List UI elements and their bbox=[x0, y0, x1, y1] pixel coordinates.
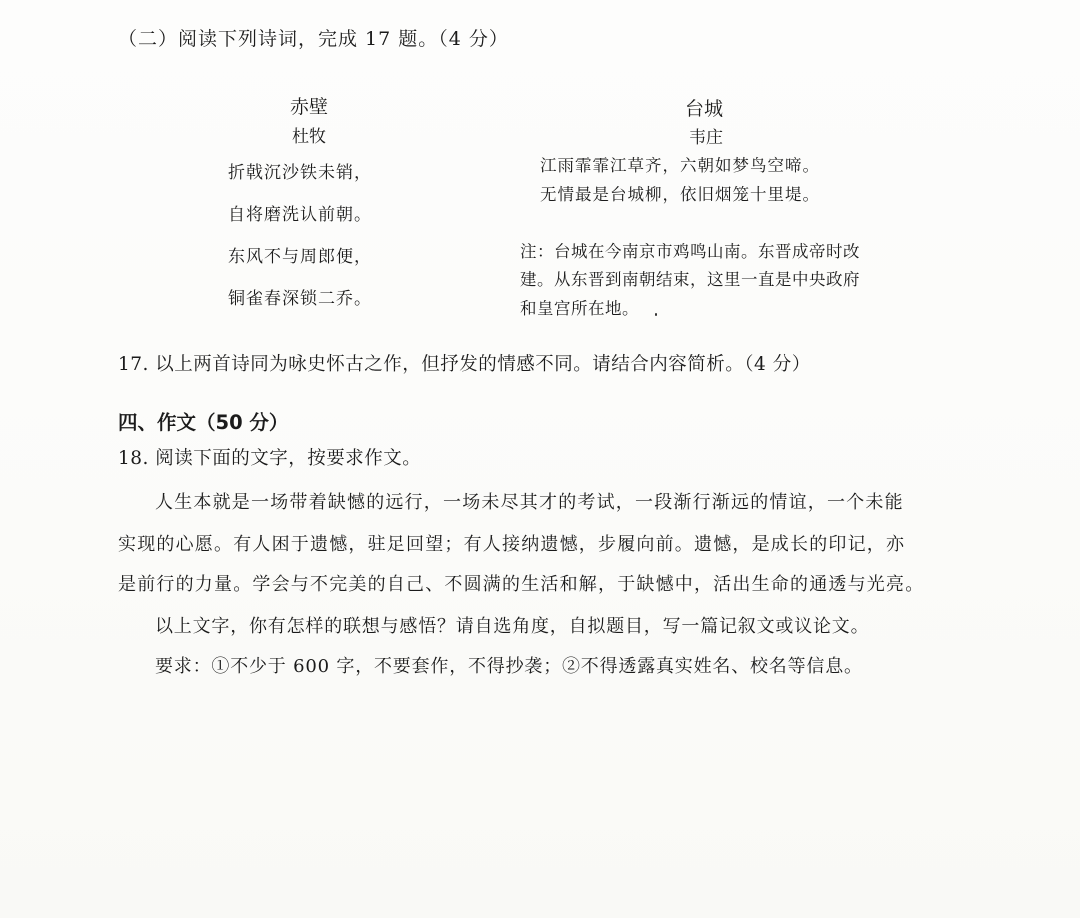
poem1-author: 杜牧 bbox=[292, 127, 326, 147]
poem1-title: 赤壁 bbox=[290, 96, 329, 118]
writing-prompt: 以上文字，你有怎样的联想与感悟？请自选角度，自拟题目，写一篇记叙文或议论文。 bbox=[155, 616, 870, 637]
poem2-note-line: 和皇宫所在地。 bbox=[520, 299, 639, 318]
poem1-line: 铜雀春深锁二乔。 bbox=[228, 289, 372, 309]
question-17: 17. 以上两首诗同为咏史怀古之作，但抒发的情感不同。请结合内容简析。（4 分） bbox=[118, 354, 811, 375]
section-heading: （二）阅读下列诗词，完成 17 题。（4 分） bbox=[118, 28, 509, 50]
poem1-line: 东风不与周郎便， bbox=[228, 247, 372, 267]
writing-requirements: 要求：①不少于 600 字，不要套作，不得抄袭；②不得透露真实姓名、校名等信息。 bbox=[155, 656, 863, 677]
material-line: 是前行的力量。学会与不完美的自己、不圆满的生活和解，于缺憾中，活出生命的通透与光亮。 bbox=[118, 574, 925, 595]
poem2-line: 无情最是台城柳，依旧烟笼十里堤。 bbox=[540, 185, 820, 204]
material-line: 人生本就是一场带着缺憾的远行，一场未尽其才的考试，一段渐行渐远的情谊，一个未能 bbox=[155, 492, 904, 513]
question-18: 18. 阅读下面的文字，按要求作文。 bbox=[118, 448, 422, 469]
material-line: 实现的心愿。有人困于遗憾，驻足回望；有人接纳遗憾，步履向前。遗憾，是成长的印记，亦 bbox=[118, 534, 906, 555]
poem2-line: 江雨霏霏江草齐，六朝如梦鸟空啼。 bbox=[540, 156, 820, 175]
part4-heading: 四、作文（50 分） bbox=[118, 411, 289, 434]
ink-speck bbox=[655, 313, 657, 316]
poem2-note-line: 注：台城在今南京市鸡鸣山南。东晋成帝时改 bbox=[520, 242, 860, 261]
poem1-line: 折戟沉沙铁未销， bbox=[228, 163, 372, 183]
poem2-author: 韦庄 bbox=[689, 128, 723, 148]
poem2-note-line: 建。从东晋到南朝结束，这里一直是中央政府 bbox=[520, 270, 860, 289]
poem1-line: 自将磨洗认前朝。 bbox=[228, 205, 372, 225]
poem2-title: 台城 bbox=[685, 98, 724, 120]
